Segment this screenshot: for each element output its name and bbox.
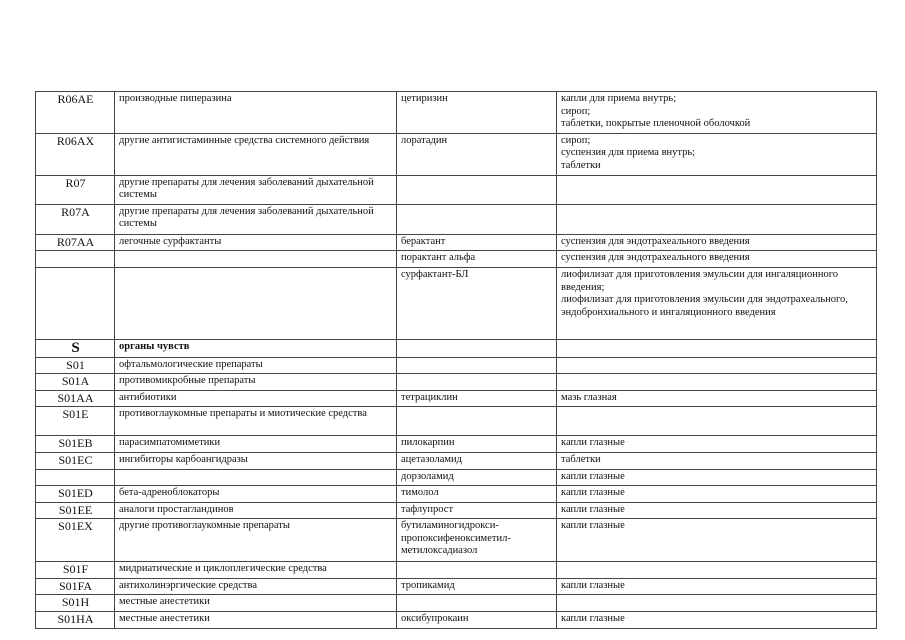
group-name-cell: парасимпатомиметики (115, 436, 397, 453)
table-row (36, 578, 877, 595)
dosage-form-line: лиофилизат для приготовления эмульсии для эндотрахеального, эндобронхиального и ингаляционного введения (561, 294, 848, 318)
drug-name-cell (397, 374, 557, 391)
dosage-forms-cell (557, 175, 877, 204)
dosage-forms-cell (557, 562, 877, 579)
drug-name-cell: сурфактант-БЛ (397, 267, 557, 339)
dosage-forms-cell (557, 251, 877, 268)
group-name-cell: антибиотики (115, 390, 397, 407)
dosage-form-line: капли глазные (561, 437, 625, 449)
dosage-form-line: капли глазные (561, 470, 625, 482)
group-name-cell: другие препараты для лечения заболеваний дыхательной системы (115, 204, 397, 234)
dosage-forms-cell (557, 204, 877, 234)
group-name-cell: мидриатические и циклоплегические средства (115, 562, 397, 579)
dosage-form-line: капли для приема внутрь; (561, 93, 677, 104)
atc-code-cell (36, 251, 115, 268)
drug-name-cell: оксибупрокаин (397, 612, 557, 629)
table-row (36, 502, 877, 519)
table-row (36, 234, 877, 251)
drug-name-cell: лоратадин (397, 133, 557, 175)
drug-name-cell (397, 339, 557, 357)
group-name-cell: легочные сурфактанты (115, 234, 397, 251)
dosage-form-line: суспензия для эндотрахеального введения (561, 235, 750, 247)
atc-code-cell: S01EB (36, 436, 115, 453)
drug-name-cell: порактант альфа (397, 251, 557, 268)
group-name-cell: органы чувств (115, 339, 397, 357)
atc-code-cell: S01 (36, 357, 115, 374)
drug-table (35, 91, 877, 629)
drug-name-cell: цетиризин (397, 92, 557, 134)
atc-code-cell: S01ED (36, 486, 115, 503)
group-name-cell: местные анестетики (115, 612, 397, 629)
atc-code-cell: S01H (36, 595, 115, 612)
table-row (36, 374, 877, 391)
dosage-forms-cell (557, 452, 877, 469)
group-name-cell: антихолинэргические средства (115, 578, 397, 595)
dosage-forms-cell (557, 486, 877, 503)
group-name-cell: ингибиторы карбоангидразы (115, 452, 397, 469)
atc-code-cell: S01EX (36, 519, 115, 562)
dosage-form-line: капли глазные (561, 487, 625, 499)
dosage-form-line: таблетки (561, 453, 601, 465)
drug-name-cell (397, 204, 557, 234)
dosage-form-line: таблетки, покрытые пленочной оболочкой (561, 118, 751, 130)
drug-name-cell (397, 595, 557, 612)
group-name-cell: другие антигистаминные средства системного действия (115, 133, 397, 175)
dosage-forms-cell (557, 612, 877, 629)
dosage-forms-cell (557, 578, 877, 595)
group-name-cell: противоглаукомные препараты и миотические средства (115, 407, 397, 436)
table-row (36, 612, 877, 629)
dosage-form-line: сироп; (561, 134, 591, 146)
table-row (36, 204, 877, 234)
drug-name-cell: тимолол (397, 486, 557, 503)
dosage-form-line: капли глазные (561, 503, 625, 515)
atc-code-cell: S01FA (36, 578, 115, 595)
dosage-forms-cell (557, 595, 877, 612)
dosage-form-line: мазь глазная (561, 391, 617, 403)
dosage-form-line: таблетки (561, 159, 601, 171)
group-name-cell: другие противоглаукомные препараты (115, 519, 397, 562)
dosage-forms-cell (557, 502, 877, 519)
dosage-form-line: суспензия для приема внутрь; (561, 147, 696, 159)
table-row (36, 486, 877, 503)
table-row (36, 251, 877, 268)
table-row (36, 436, 877, 453)
drug-name-cell (397, 562, 557, 579)
atc-code-cell: S01AA (36, 390, 115, 407)
drug-name-cell: тафлупрост (397, 502, 557, 519)
atc-code-cell: R07A (36, 204, 115, 234)
drug-name-cell: берактант (397, 234, 557, 251)
table-row (36, 175, 877, 204)
atc-code-cell: S01HA (36, 612, 115, 629)
group-name-cell: аналоги простагландинов (115, 502, 397, 519)
atc-code-cell: S01F (36, 562, 115, 579)
group-name-cell (115, 251, 397, 268)
dosage-form-line: капли глазные (561, 613, 625, 625)
atc-code-cell: S01E (36, 407, 115, 436)
dosage-forms-cell (557, 519, 877, 562)
dosage-forms-cell (557, 374, 877, 391)
drug-name-cell: ацетазоламид (397, 452, 557, 469)
dosage-form-line: капли глазные (561, 579, 625, 591)
group-name-cell: офтальмологические препараты (115, 357, 397, 374)
table-row (36, 339, 877, 357)
table-row (36, 357, 877, 374)
dosage-forms-cell (557, 390, 877, 407)
atc-code-cell: R06AX (36, 133, 115, 175)
atc-code-cell: R07AA (36, 234, 115, 251)
group-name-cell: производные пиперазина (115, 92, 397, 134)
drug-name-cell: пилокарпин (397, 436, 557, 453)
table-row (36, 390, 877, 407)
atc-code-cell: R06AE (36, 92, 115, 134)
atc-code-cell (36, 469, 115, 486)
dosage-forms-cell (557, 339, 877, 357)
group-name-cell (115, 267, 397, 339)
table-row (36, 452, 877, 469)
table-row (36, 595, 877, 612)
table-row (36, 562, 877, 579)
dosage-form-line: лиофилизат для приготовления эмульсии для ингаляционного введения; (561, 268, 839, 293)
dosage-forms-cell (557, 469, 877, 486)
table-row (36, 407, 877, 436)
group-name-cell (115, 469, 397, 486)
dosage-form-line: капли глазные (561, 520, 625, 532)
group-name-cell: местные анестетики (115, 595, 397, 612)
atc-code-cell: S01A (36, 374, 115, 391)
table-body (36, 92, 877, 629)
drug-name-cell (397, 175, 557, 204)
table-row (36, 92, 877, 134)
atc-code-cell: R07 (36, 175, 115, 204)
dosage-forms-cell (557, 92, 877, 134)
group-name-cell: другие препараты для лечения заболеваний дыхательной системы (115, 175, 397, 204)
dosage-form-line: суспензия для эндотрахеального введения (561, 252, 750, 264)
dosage-forms-cell (557, 407, 877, 436)
dosage-forms-cell (557, 133, 877, 175)
dosage-forms-cell (557, 357, 877, 374)
atc-code-cell (36, 267, 115, 339)
drug-name-cell (397, 357, 557, 374)
table-row (36, 469, 877, 486)
atc-code-cell: S (36, 339, 115, 357)
table-row (36, 267, 877, 339)
table-row (36, 519, 877, 562)
table-row (36, 133, 877, 175)
drug-name-cell: дорзоламид (397, 469, 557, 486)
drug-name-cell: тетрациклин (397, 390, 557, 407)
group-name-cell: противомикробные препараты (115, 374, 397, 391)
dosage-form-line: сироп; (561, 105, 591, 117)
drug-name-cell (397, 407, 557, 436)
dosage-forms-cell (557, 234, 877, 251)
dosage-forms-cell (557, 267, 877, 339)
drug-name-cell: бутиламиногидрокси-пропоксифеноксиметил-метилоксадиазол (397, 519, 557, 562)
atc-code-cell: S01EE (36, 502, 115, 519)
atc-code-cell: S01EC (36, 452, 115, 469)
dosage-forms-cell (557, 436, 877, 453)
drug-name-cell: тропикамид (397, 578, 557, 595)
group-name-cell: бета-адреноблокаторы (115, 486, 397, 503)
